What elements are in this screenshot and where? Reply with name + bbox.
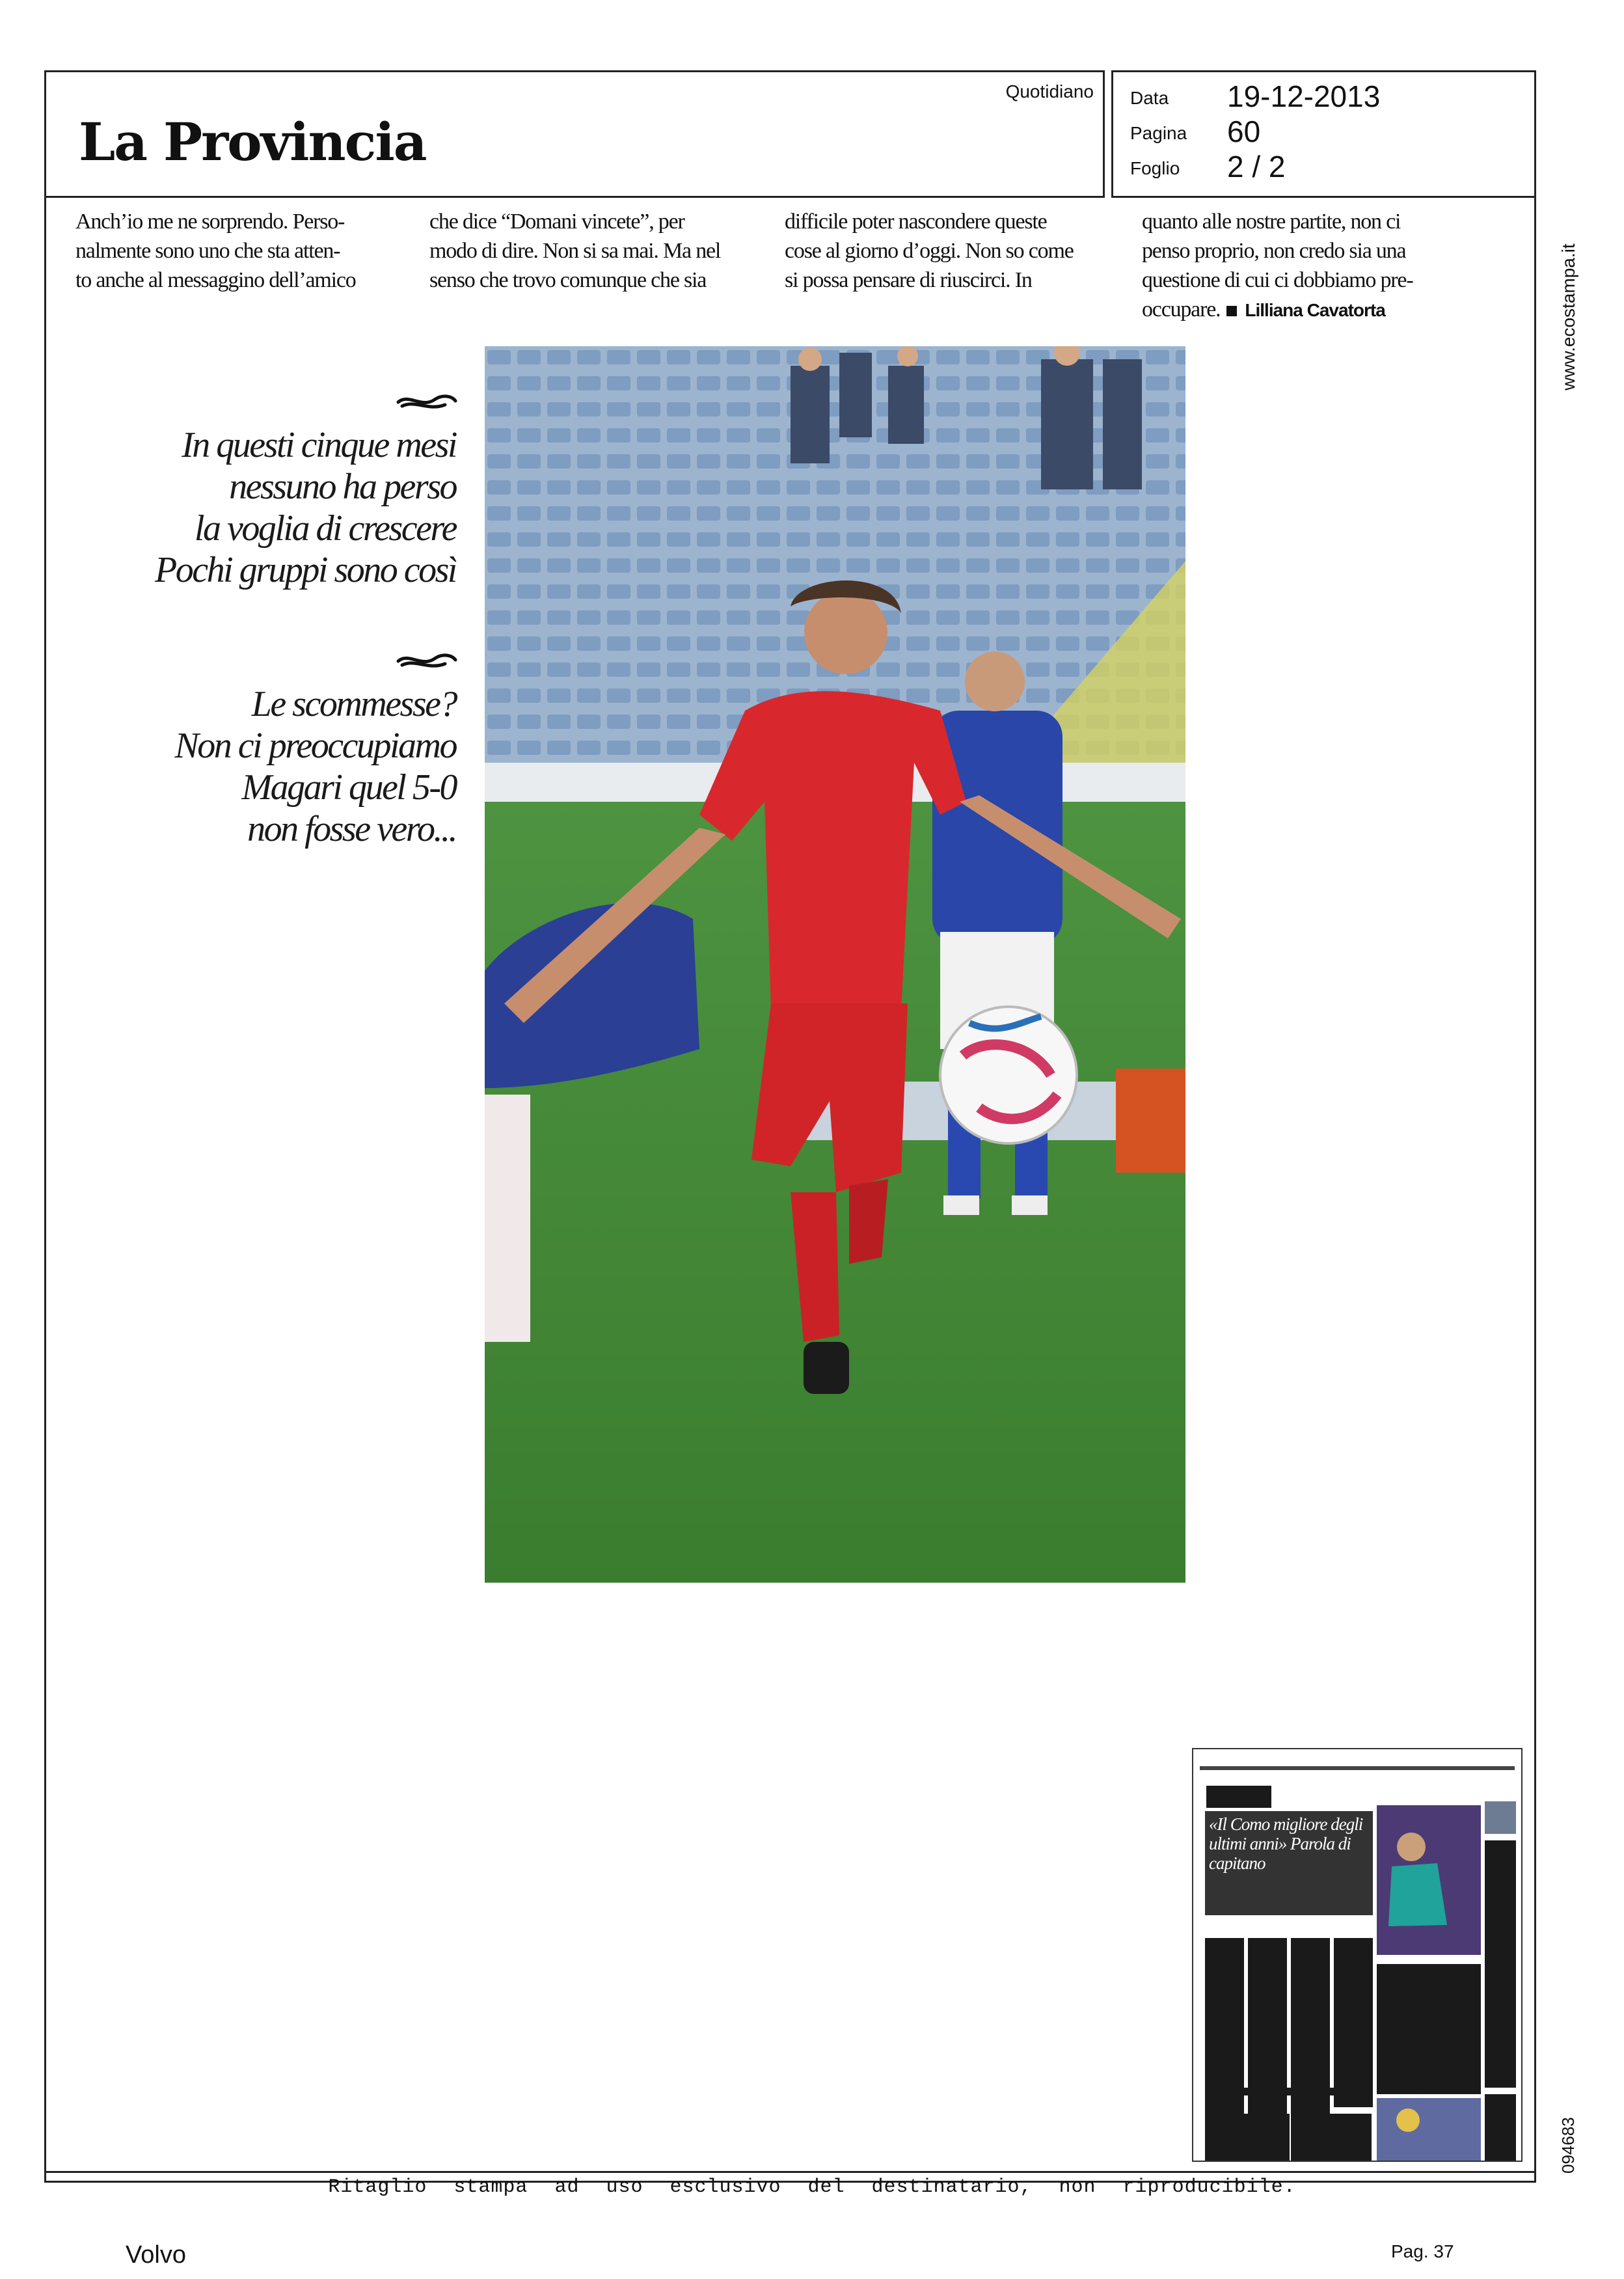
- text-line: quanto alle nostre partite, non ci: [1142, 210, 1401, 234]
- pull-quote-2: Le scommesse? Non ci preoccupiamo Magari quel 5-0 non fosse vero...: [174, 684, 456, 849]
- disclaimer: Ritaglio stampa ad uso esclusivo del destinatario, non riproducibile.: [328, 2176, 1296, 2198]
- text-line: occupare. Lilliana Cavatorta: [1142, 297, 1385, 321]
- meta-date-value: 19-12-2013: [1227, 79, 1381, 113]
- footer-rule: [44, 2171, 1536, 2173]
- article-column-1: [75, 207, 414, 295]
- meta-page-label: Pagina: [1130, 123, 1187, 143]
- meta-date-label: Data: [1130, 88, 1169, 108]
- meta-page-value: 60: [1227, 115, 1261, 148]
- publication-type: Quotidiano: [1005, 81, 1094, 102]
- text-line: si possa pensare di riuscirci. In: [785, 268, 1032, 292]
- quote-ornament-icon: [396, 648, 458, 670]
- footer-left-label: Volvo: [126, 2241, 186, 2269]
- text-line: penso proprio, non credo sia una: [1142, 239, 1406, 263]
- article-column-4: [1142, 207, 1480, 325]
- text-line: cose al giorno d’oggi. Non so come: [785, 239, 1074, 263]
- header-meta-box: [1111, 70, 1536, 198]
- football-player-photo: [485, 346, 1185, 1583]
- page-thumbnail: [1192, 1748, 1522, 2162]
- pull-quote-1: In questi cinque mesi nessuno ha perso la voglia di crescere Pochi gruppi sono così: [155, 425, 456, 590]
- meta-sheet-value: 2 / 2: [1227, 150, 1286, 184]
- text-line: che dice “Domani vincete”, per: [429, 210, 684, 234]
- header-left-box: [44, 70, 1105, 198]
- text-line: questione di cui ci dobbiamo pre-: [1142, 268, 1413, 292]
- quote-ornament-icon: [396, 389, 458, 411]
- page-number: Pag. 37: [1391, 2241, 1454, 2261]
- masthead: La Provincia: [79, 111, 426, 172]
- side-code: 094683: [1558, 2117, 1578, 2174]
- text-line: difficile poter nascondere queste: [785, 210, 1047, 234]
- meta-sheet-label: Foglio: [1130, 158, 1180, 178]
- article-column-3: [785, 207, 1123, 295]
- side-url: www.ecostampa.it: [1558, 243, 1578, 390]
- text-line: senso che trovo comunque che sia: [429, 268, 707, 292]
- text-line: nalmente sono uno che sta atten-: [75, 239, 340, 263]
- text-line: modo di dire. Non si sa mai. Ma nel: [429, 239, 721, 263]
- byline: Lilliana Cavatorta: [1245, 300, 1385, 320]
- article-column-2: [429, 207, 768, 295]
- text-line: to anche al messaggino dell’amico: [75, 268, 356, 292]
- thumbnail-headline: «Il Como migliore degli ultimi anni» Parola di capitano: [1209, 1814, 1363, 1873]
- end-square-icon: [1226, 306, 1237, 316]
- text-line: Anch’io me ne sorprendo. Perso-: [75, 210, 345, 234]
